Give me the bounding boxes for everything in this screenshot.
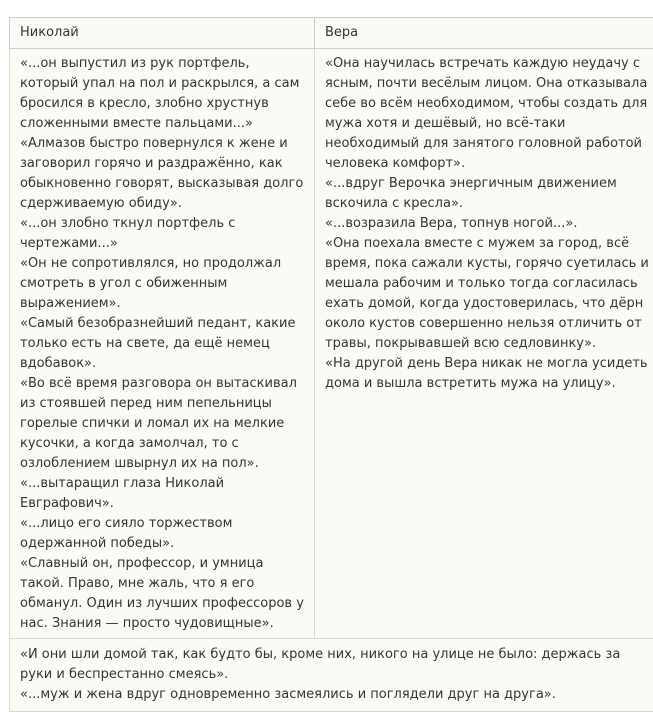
table-header-row [10, 18, 653, 49]
quote: «Во всё время разговора он вытаскивал из стоявшей перед ним пепельницы горелые спички и ломал их на мелкие кусочки, а когда замолчал, то с озлоблением швырнул их на пол». [20, 374, 304, 474]
quote: «...муж и жена вдруг одновременно засмеялись и поглядели друг на друга». [20, 685, 649, 705]
quote: «...лицо его сияло торжеством одержанной победы». [20, 514, 304, 554]
quote: «Она научилась встречать каждую неудачу с ясным, почти весёлым лицом. Она отказывала себе во всём необходимом, чтобы создать для мужа хотя и дешёвый, но всё-таки необходимый для занятого головной работой человека комфорт». [325, 54, 649, 174]
quote: «...вдруг Верочка энергичным движением вскочила с кресла». [325, 174, 649, 214]
quote: «Она поехала вместе с мужем за город, всё время, пока сажали кусты, горячо суетилась и мешала рабочим и только тогда согласилась ехать домой, когда удостоверилась, что дёрн около кустов совершенно нельзя отличить от травы, покрывавшей всю седловинку». [325, 234, 649, 354]
vera-quotes-cell [315, 49, 653, 639]
table-row [10, 49, 653, 639]
quote: «...вытаращил глаза Николай Евграфович». [20, 474, 304, 514]
quote: «...он выпустил из рук портфель, который упал на пол и раскрылся, а сам бросился в кресло, злобно хрустнув сложенными вместе пальцами...» [20, 54, 304, 134]
quote: «И они шли домой так, как будто бы, кроме них, никого на улице не было: держась за руки и беспрестанно смеясь». [20, 645, 649, 685]
quote: «Славный он, профессор, и умница такой. Право, мне жаль, что я его обманул. Один из лучших профессоров у нас. Знания — просто чудовищные». [20, 554, 304, 634]
quote: «...он злобно ткнул портфель с чертежами...» [20, 214, 304, 254]
nikolai-quotes-cell [10, 49, 315, 639]
header-vera: Вера [315, 18, 653, 49]
table-row-shared [10, 639, 653, 712]
character-comparison-table [9, 17, 653, 712]
quote: «Он не сопротивлялся, но продолжал смотреть в угол с обиженным выражением». [20, 254, 304, 314]
quote: «На другой день Вера никак не могла усидеть дома и вышла встретить мужа на улицу». [325, 354, 649, 394]
quote: «Самый безобразнейший педант, какие только есть на свете, да ещё немец вдобавок». [20, 314, 304, 374]
quote: «...возразила Вера, топнув ногой...». [325, 214, 649, 234]
header-nikolai: Николай [10, 18, 315, 49]
quote: «Алмазов быстро повернулся к жене и заговорил горячо и раздражённо, как обыкновенно говорят, высказывая долго сдерживаемую обиду». [20, 134, 304, 214]
comparison-table-container [9, 17, 653, 712]
shared-quotes-cell [10, 639, 653, 712]
